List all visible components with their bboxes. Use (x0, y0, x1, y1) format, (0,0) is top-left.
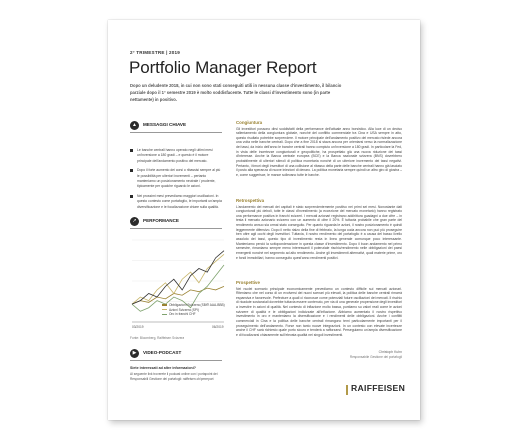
signature-name: Christoph Kuhn (378, 350, 402, 354)
section-text: Gli investitori possono dirsi soddisfatti della performance dell'attuale anno borsistico. Alla luce di un deciso rallentamento della congiuntura globale, nonché del conflitto commerciale tra Cina e USA sempre in atto, questo risultato potrebbe sorprendere. Il motore principale dell'andamento positivo del mercato risiede ancora una volta nelle banche centrali. Dopo che a fine 2018 si stava ancora per orientarsi verso la normalizzazione dei tassi, da inizio dell'anno le banche centrali hanno compiuto un'inversione a 180 gradi. In particolare la Fed, in vista delle incertezze congiunturali e geopolitiche, ha prospettato già una nuova riduzione dei tassi d'interesse. Anche la Banca centrale europea (BCE) e la Banca nazionale svizzera (BNS) dovrebbero probabilmente di ulteriori stimoli di politica monetaria nonché di un ulteriore incremento dei tassi negativi. Pertanto, i timori degli investitori di una collisione al ribasso della parte delle banche centrali hanno già lasciato il posto alla speranza di nuove iniezioni di denaro. La politica monetaria sempre quindi un altro giro di giostra – e, come suggerisce, le mance sollevano tutte le barche. (236, 126, 402, 178)
performance-chart (130, 234, 226, 334)
chart-legend (162, 303, 225, 317)
bullet-marker (130, 169, 133, 172)
key-messages-list (130, 148, 222, 214)
section-heading: Prospettive (236, 280, 260, 285)
x-tick-label: 03/2019 (132, 325, 144, 329)
raiffeisen-logo (346, 380, 404, 400)
intro-text: Dopo un deludente 2018, in cui non sono stati conseguiti utili in nessuna classe d'investimento, il bilancio parziale dopo il 1° semestre 2019 è molto soddisfacente. Tutte le classi d'investimento sono (in parte nettamente) in positivo. (130, 83, 342, 103)
section-congiuntura (236, 120, 402, 178)
logo-text: RAIFFEISEN (351, 383, 406, 393)
section-retrospettiva (236, 198, 402, 260)
legend-label: Azioni Svizzera (SPI) (169, 307, 199, 312)
section-prospettive (236, 280, 402, 338)
performance-heading: PERFORMANCE (143, 218, 179, 223)
chart-source: Fonte: Bloomberg, Raiffeisen Svizzera (130, 336, 185, 340)
megaphone-icon: ▲ (130, 121, 139, 130)
bullet-text: Dopo il forte aumento dei corsi o ribassisi sempre al più le possibilità per ulteriori incrementi – pertanto manteniamo un posizionamento neutrale / prudente, tipicamente per qualche riguardo le azioni. (137, 168, 221, 189)
signature-role: Responsabile Gestione dei portafogli (349, 355, 402, 359)
list-item (130, 194, 222, 210)
legend-label: Oro in franchi CHF (169, 312, 196, 317)
key-messages-heading: MESSAGGI CHIAVE (143, 122, 187, 127)
bullet-marker (130, 149, 133, 152)
logo-accent-bar (346, 385, 348, 395)
section-text: Nei nuclei scenario principale economicamente prevediamo un contesto difficile sui mercati azionari. Riteniamo che nel corso di un evolversi dei nuovi scenari più elevati, la politica delle banche centrali rimarrà espansiva e favorevole. Prefecture a quali ci riconosce come potenziali future oscillazioni dei mercati. Il rischio di ricadute sostanziali dovrebbe tuttavia essere contenuto, per via di una generale propensione degli investitori a investire in azioni di qualità. Nel contesto di inflazione molto bassa, puntiamo su valori reali come le azioni svizzere di qualità e le obbligazioni indicizzate all'inflazione. Abbiamo aumentato il nostro rispettivo investimento in oro e manteniamo la diversificazione e i rendimenti delle obbligazioni. Anche i conflitti commerciali in Cina e la politica delle banche centrali rimangono temi particolarmente importanti per il proseguimento dell'andamento. Forse non tanto nuove integrazioni. In un contesto con elevate incertezze anche il CHF sarà richiesto quale porto sicuro e tenderà a rafforzarsi. Perseguiamo un'ampia diversificazione e di focalizzarsi chiaramente sull'elevata qualità nei singoli investimenti. (236, 286, 402, 338)
section-text: L'andamento dei mercati dei capitali è stato sorprendentemente positivo nei primi sei mesi. Nonostante dati congiunturali più deboli, tutte le classi d'investimento (a eccezione del mercato monetario) hanno registrato una performance positiva in franchi svizzeri. I mercati azionari registrano addirittura guadagni a due cifre – in testa il mercato azionario svizzero con un aumento di oltre il 20%. È tuttavia probabile che gran parte del rendimento annuo sia ormai stato conseguito. Per quanto riguarda le azioni, il nostro posizionamento è quindi leggermente difensivo. Dopo il netto rialzo della fine di febbraio, la lunga coda ancora non può più proseguire ben oltre agli occhi degli investitori. Tuttavia, il nostro rendimento del portafoglio è a causa del basso livello assoluto dei tassi, questo tipo di investimento resta in linea generale comunque poco interessante. Manteniamo perciò la sottoponderazione in questa classe d'investimento. Dopo il buon andamento nel primo semestre, rimaniamo sempre meno interessanti il potenziale rischio/rendimento nelle obbligazioni dei paesi emergenti nonché nel segmento ad alto rendimento. Anche gli investimenti alternativi, quali materie prime, oro e fondi immobiliari, hanno conseguito quest'anno rendimenti positivi. (236, 204, 402, 260)
x-tick-label: 06/2019 (212, 325, 224, 329)
page-title: Portfolio Manager Report (129, 58, 317, 77)
section-heading: Retrospettiva (236, 198, 265, 203)
report-page (108, 20, 420, 420)
bullet-text: Nei prossimi mesi prevediamo maggiori oscillazioni. In questo contesto come portafoglio, le importanti un'ampia diversificazione e le focalizzazione chiare sulla qualità. (137, 193, 222, 209)
legend-entry (162, 312, 225, 317)
play-icon: ▶ (130, 349, 139, 358)
bullet-text: Le banche centrali hanno operato negli ultimi mesi un'inversione a 180 gradi – e questo è il motore principale dell'andamento positivo del mercato. (137, 148, 213, 163)
legend-swatch (162, 314, 167, 315)
video-question: Siete interessati ad altre informazioni? (130, 366, 196, 370)
series-line-1 (132, 254, 224, 304)
list-item (130, 148, 222, 164)
video-link-text[interactable]: Al seguente link troverete il podcast online con i portapoint dei Responsabili Gestione dei portafogli: raiffeisen.ch/pmreport (130, 372, 218, 381)
performance-header (130, 216, 222, 229)
section-heading: Congiuntura (236, 120, 263, 125)
chart-icon: ↗ (130, 217, 139, 226)
key-messages-header (130, 120, 222, 133)
report-period: 2° TRIMESTRE | 2019 (130, 50, 181, 55)
series-line-3 (132, 251, 224, 304)
legend-label: Obbligazioni Svizzera (SBI® AAA-BBB) (169, 303, 225, 307)
legend-swatch (162, 304, 167, 305)
legend-swatch (162, 309, 167, 310)
list-item (130, 168, 222, 190)
video-header (130, 348, 222, 361)
bullet-marker (130, 195, 133, 198)
video-heading: VIDEO-PODCAST (143, 350, 182, 355)
